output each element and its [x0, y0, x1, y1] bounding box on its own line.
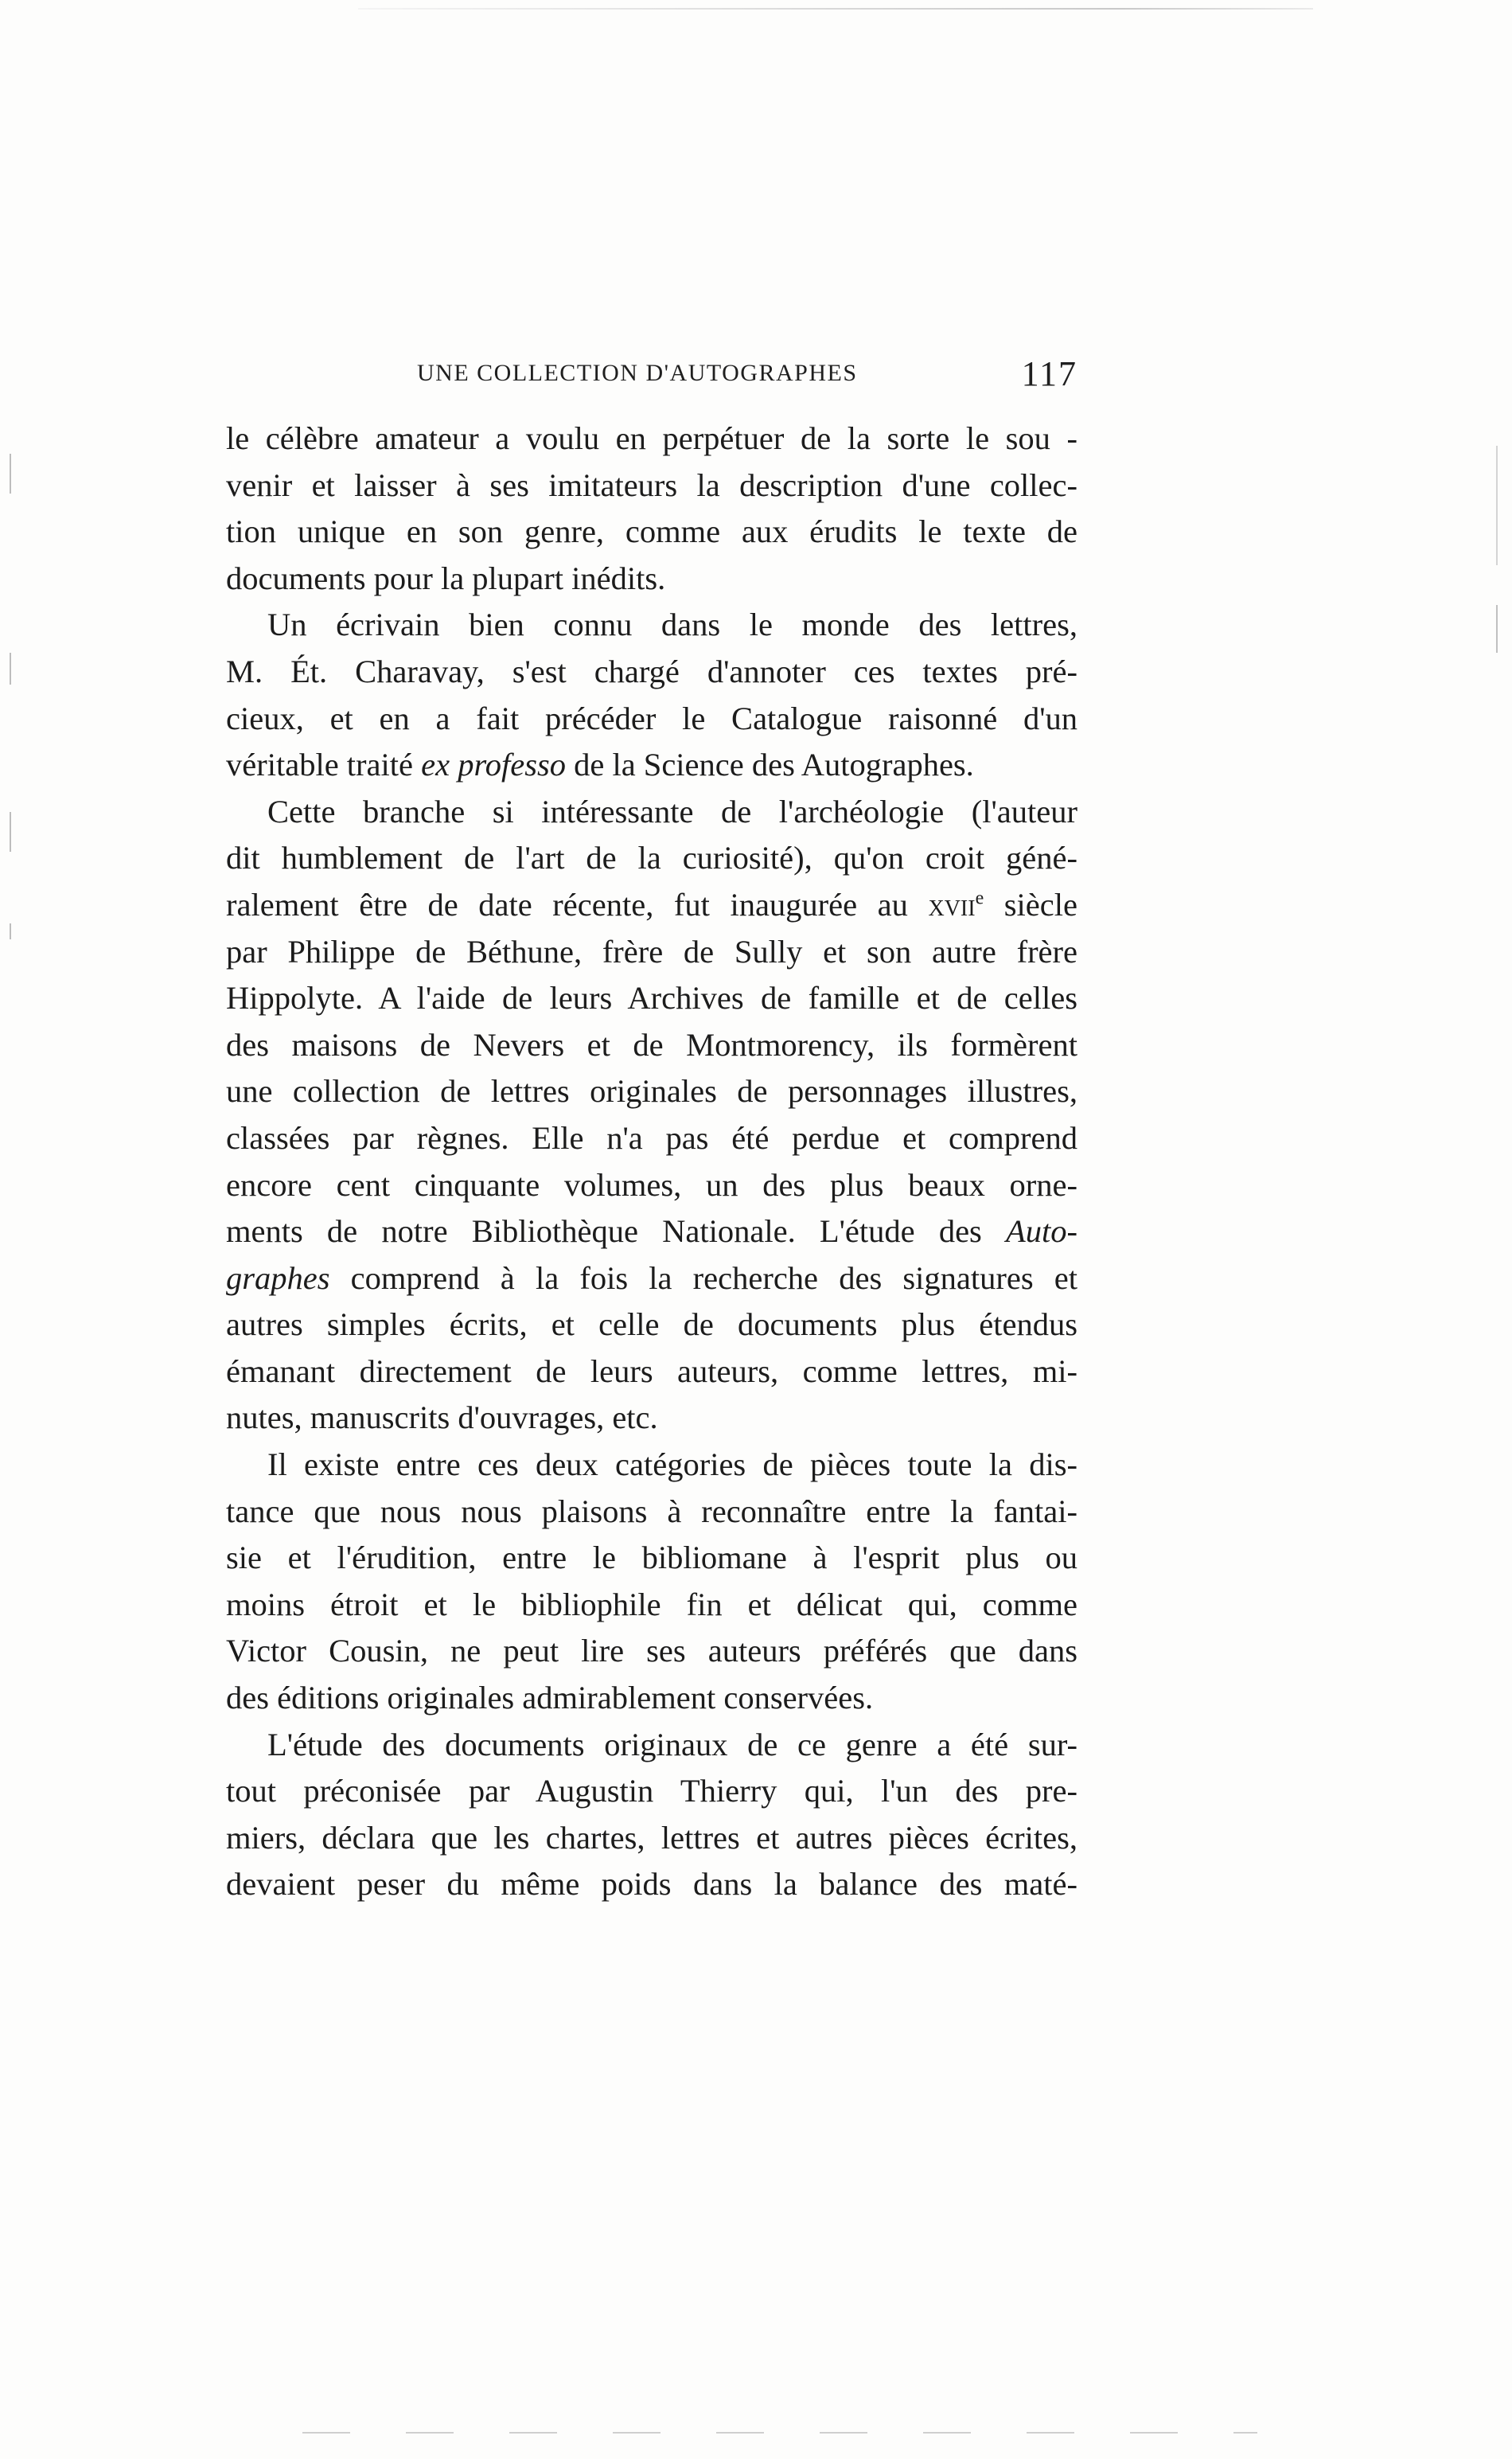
text-run: ments de notre Bibliothèque Nationale. L'étude des — [226, 1213, 1007, 1250]
scan-edge-bottom — [302, 2432, 1257, 2434]
text-line: M. Ét. Charavay, s'est chargé d'annoter ces textes pré- — [226, 653, 1077, 689]
text-line: L'étude des documents originaux de ce genre a été sur- — [267, 1726, 1077, 1762]
text-line: devaient peser du même poids dans la balance des maté- — [226, 1866, 1077, 1903]
scan-mark-left — [10, 454, 11, 494]
text-line: miers, déclara que les chartes, lettres et autres pièces écrites, — [226, 1819, 1077, 1856]
text-line: classées par règnes. Elle n'a pas été perdue et comprend — [226, 1119, 1077, 1156]
body-text — [226, 416, 1077, 1908]
text-line: sie et l'érudition, entre le bibliomane à l'esprit plus ou — [226, 1540, 1077, 1576]
italic-run: graphes — [226, 1259, 330, 1296]
text-line: venir et laisser à ses imitateurs la description d'une collec- — [226, 466, 1077, 503]
text-line: tion unique en son genre, comme aux érudits le texte de — [226, 513, 1077, 550]
running-head — [226, 354, 1077, 396]
text-run: véritable traité — [226, 747, 422, 783]
text-run: siècle — [984, 886, 1077, 923]
text-line: des éditions originales admirablement conservées. — [226, 1680, 874, 1716]
text-line: tout préconisée par Augustin Thierry qui, l'un des pre- — [226, 1773, 1077, 1809]
text-line: autres simples écrits, et celle de documents plus étendus — [226, 1306, 1077, 1343]
text-line: Un écrivain bien connu dans le monde des lettres, — [267, 607, 1077, 643]
text-run: comprend à la fois la recherche des signatures et — [329, 1259, 1077, 1296]
scan-mark-left — [10, 812, 11, 852]
text-run: de la Science des Autographes. — [565, 747, 974, 783]
text-line: Il existe entre ces deux catégories de pièces toute la dis- — [267, 1446, 1077, 1483]
italic-run: Auto- — [1006, 1213, 1077, 1250]
text-line: des maisons de Nevers et de Montmorency, ils formèrent — [226, 1026, 1077, 1063]
text-line: Cette branche si intéressante de l'archéologie (l'auteur — [267, 793, 1077, 829]
text-line: tance que nous nous plaisons à reconnaître entre la fantai- — [226, 1493, 1077, 1529]
text-line: Victor Cousin, ne peut lire ses auteurs préférés que dans — [226, 1633, 1077, 1669]
scan-edge-top — [358, 8, 1313, 10]
text-line: Hippolyte. A l'aide de leurs Archives de famille et de celles — [226, 980, 1077, 1017]
text-run: ralement être de date récente, fut inaugurée au — [226, 886, 929, 923]
century-numeral: xvii — [928, 886, 976, 923]
scan-mark-left — [10, 923, 11, 939]
scan-mark-right — [1496, 446, 1498, 565]
text-line: une collection de lettres originales de personnages illustres, — [226, 1073, 1077, 1110]
text-line: documents pour la plupart inédits. — [226, 560, 666, 596]
scan-mark-right — [1496, 605, 1498, 653]
text-line: moins étroit et le bibliophile fin et délicat qui, comme — [226, 1586, 1077, 1622]
scan-mark-left — [10, 653, 11, 685]
text-line: émanant directement de leurs auteurs, comme lettres, mi- — [226, 1352, 1077, 1389]
text-line: par Philippe de Béthune, frère de Sully et son autre frère — [226, 933, 1077, 970]
running-title: UNE COLLECTION D'AUTOGRAPHES — [417, 360, 858, 386]
text-line: encore cent cinquante volumes, un des plus beaux orne- — [226, 1166, 1077, 1203]
italic-run: ex professo — [421, 747, 566, 783]
text-line: le célèbre amateur a voulu en perpétuer de la sorte le sou - — [226, 420, 1077, 456]
text-line — [226, 882, 1077, 929]
text-line: dit humblement de l'art de la curiosité), qu'on croit géné- — [226, 840, 1077, 876]
text-line — [226, 1208, 1077, 1255]
text-line — [226, 742, 1077, 789]
text-line: nutes, manuscrits d'ouvrages, etc. — [226, 1399, 658, 1436]
text-line: cieux, et en a fait précéder le Catalogue raisonné d'un — [226, 700, 1077, 736]
page-number: 117 — [1021, 354, 1077, 393]
text-line — [226, 1255, 1077, 1302]
superscript: e — [975, 888, 984, 909]
